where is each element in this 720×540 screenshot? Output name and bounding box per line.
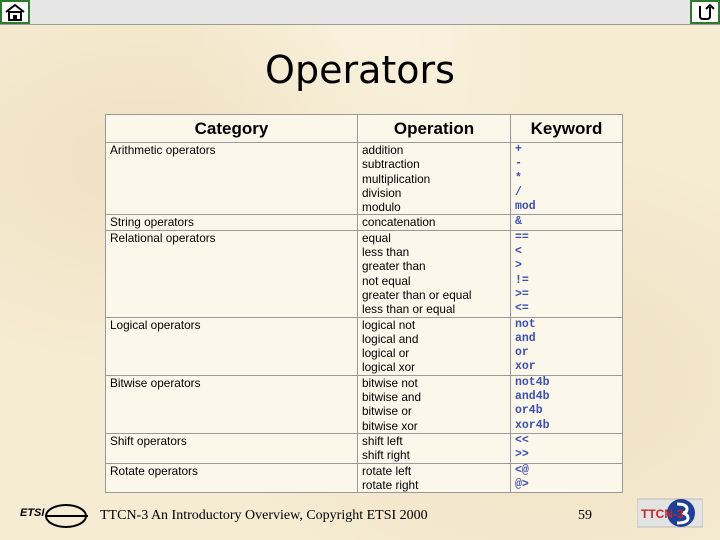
table-row	[106, 230, 623, 317]
operation-label: greater than or equal	[362, 287, 472, 302]
category-cell	[106, 463, 358, 493]
keyword-label: mod	[515, 200, 536, 214]
ttcn3-logo-text: TTCN-3	[641, 507, 684, 521]
keyword-label: not4b	[515, 375, 550, 389]
category-label: Arithmetic operators	[110, 143, 216, 157]
keyword-cell	[511, 143, 623, 215]
keyword-cell	[511, 463, 623, 493]
operation-label: bitwise and	[362, 390, 422, 405]
operation-label: subtraction	[362, 157, 420, 172]
keyword-label: &	[515, 215, 522, 229]
keyword-cell	[511, 375, 623, 433]
operation-label: rotate left	[362, 463, 412, 478]
category-cell	[106, 143, 358, 215]
keyword-cell	[511, 230, 623, 317]
operation-label: shift right	[362, 448, 410, 463]
operation-label: concatenation	[362, 215, 436, 230]
operation-label: bitwise xor	[362, 418, 418, 433]
return-button[interactable]	[690, 0, 720, 24]
table-row	[106, 375, 623, 433]
operators-table	[105, 114, 623, 493]
top-navigation-bar	[0, 0, 720, 25]
operation-label: equal	[362, 230, 391, 245]
keyword-label: <=	[515, 302, 529, 316]
category-label: String operators	[110, 215, 194, 230]
operation-label: logical and	[362, 331, 419, 346]
ttcn3-logo	[637, 495, 703, 531]
category-label: Bitwise operators	[110, 375, 201, 390]
operation-label: multiplication	[362, 171, 431, 186]
operation-label: modulo	[362, 200, 401, 215]
keyword-label: *	[515, 171, 522, 185]
operation-label: division	[362, 185, 402, 200]
keyword-label: ==	[515, 230, 529, 244]
home-icon	[4, 3, 26, 21]
table-row	[106, 143, 623, 215]
keyword-label: and4b	[515, 390, 550, 404]
operation-cell	[358, 230, 511, 317]
keyword-label: xor	[515, 360, 536, 374]
header-operation: Operation	[358, 115, 511, 143]
category-label: Logical operators	[110, 317, 201, 332]
slide-title: Operators	[265, 48, 455, 92]
keyword-label: and	[515, 331, 536, 345]
operation-label: logical not	[362, 317, 416, 332]
operation-cell	[358, 143, 511, 215]
table-row	[106, 215, 623, 230]
keyword-label: or	[515, 346, 529, 360]
keyword-label: not	[515, 317, 536, 331]
header-category: Category	[106, 115, 358, 143]
keyword-label: /	[515, 185, 522, 199]
category-cell	[106, 375, 358, 433]
keyword-label: or4b	[515, 404, 543, 418]
keyword-label: >	[515, 259, 522, 273]
category-cell	[106, 230, 358, 317]
operation-cell	[358, 215, 511, 230]
keyword-label: !=	[515, 273, 529, 287]
operation-cell	[358, 375, 511, 433]
category-label: Shift operators	[110, 433, 187, 448]
category-cell	[106, 215, 358, 230]
keyword-cell	[511, 317, 623, 375]
table-row	[106, 433, 623, 463]
category-label: Rotate operators	[110, 463, 198, 478]
etsi-logo	[18, 500, 90, 532]
keyword-label: >>	[515, 448, 529, 462]
operation-label: not equal	[362, 273, 411, 288]
return-arrow-icon	[694, 3, 716, 21]
operation-label: logical or	[362, 346, 410, 361]
category-label: Relational operators	[110, 230, 216, 245]
operation-label: rotate right	[362, 477, 419, 492]
keyword-label: xor4b	[515, 418, 550, 432]
keyword-cell	[511, 215, 623, 230]
footer-copyright: TTCN-3 An Introductory Overview, Copyright ETSI 2000	[100, 508, 428, 523]
operation-cell	[358, 463, 511, 493]
operation-label: less than or equal	[362, 302, 456, 317]
table-header-row	[106, 115, 623, 143]
header-keyword: Keyword	[511, 115, 623, 143]
operation-label: greater than	[362, 259, 426, 274]
operation-label: bitwise or	[362, 404, 412, 419]
keyword-label: <<	[515, 433, 529, 447]
operation-label: logical xor	[362, 360, 416, 375]
operation-label: less than	[362, 245, 410, 260]
operation-cell	[358, 317, 511, 375]
keyword-label: -	[515, 157, 522, 171]
keyword-cell	[511, 433, 623, 463]
table-row	[106, 317, 623, 375]
operation-label: bitwise not	[362, 375, 418, 390]
keyword-label: +	[515, 143, 522, 156]
table-row	[106, 463, 623, 493]
operation-cell	[358, 433, 511, 463]
etsi-logo-text: ETSI	[20, 507, 45, 519]
page-number: 59	[578, 508, 592, 523]
keyword-label: <	[515, 245, 522, 259]
keyword-label: @>	[515, 477, 529, 491]
category-cell	[106, 317, 358, 375]
operation-label: addition	[362, 143, 404, 157]
keyword-label: >=	[515, 287, 529, 301]
home-button[interactable]	[0, 0, 30, 24]
operation-label: shift left	[362, 433, 403, 448]
keyword-label: <@	[515, 463, 529, 477]
category-cell	[106, 433, 358, 463]
